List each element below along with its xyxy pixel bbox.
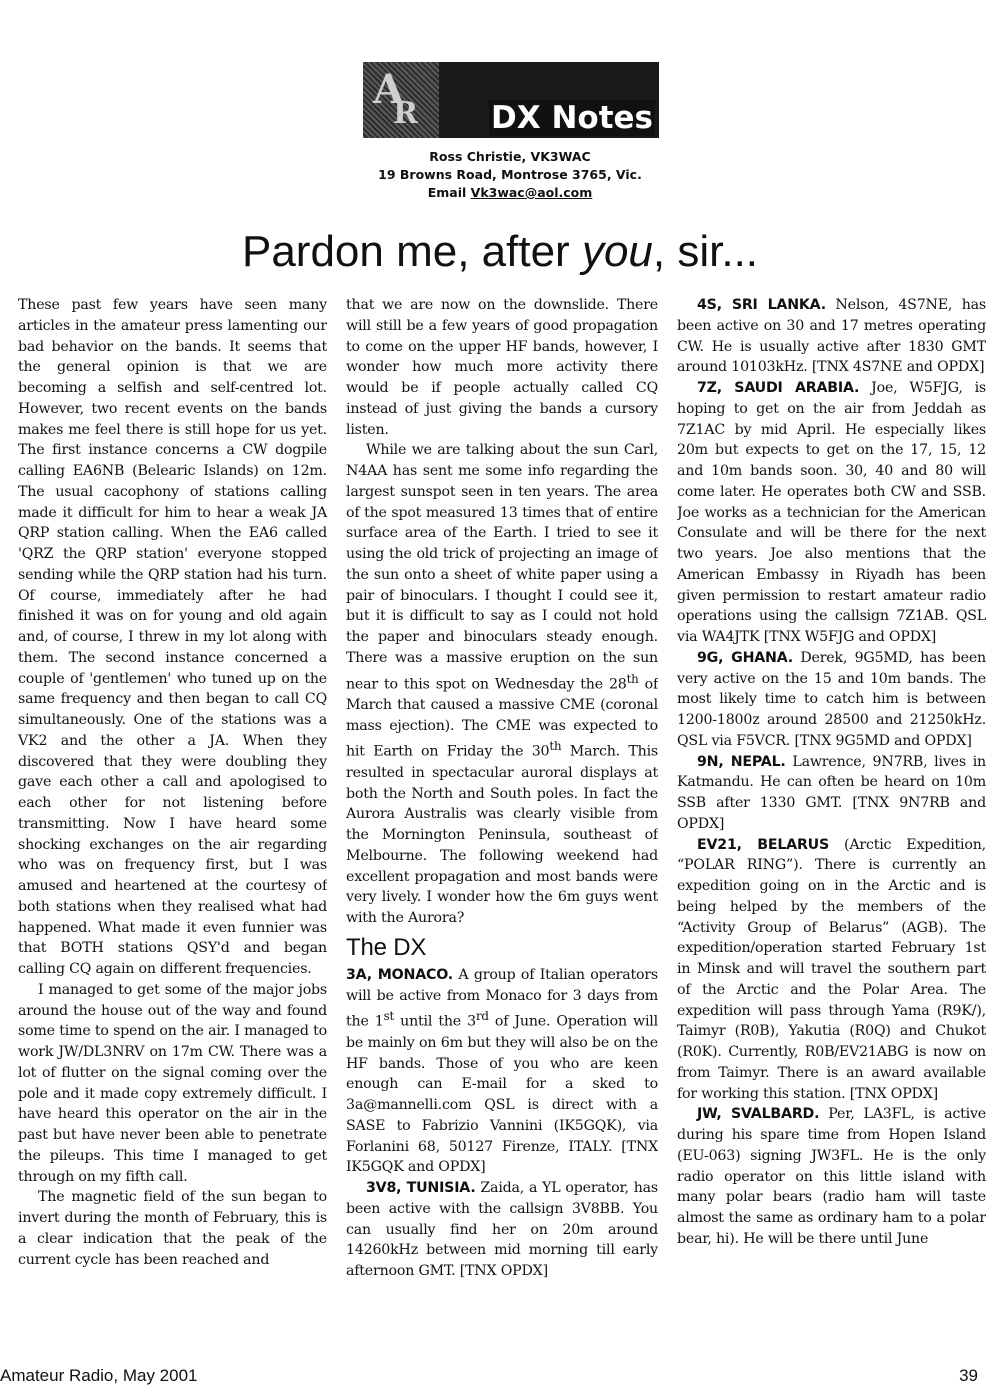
headline-pre: Pardon me, after	[241, 227, 582, 276]
paragraph	[346, 440, 658, 929]
paragraph: I managed to get some of the major jobs around the house out of the way and found some time to spend on the air. I managed to work JW/DL3NRV on 17m CW. There was a lot of flutter on the signal coming over the pole and it made copy extremely difficult. I have heard this operator on the air in the past but have never been able to penetrate the pileups. This time I managed to get through on my fifth call.	[18, 981, 327, 1185]
headline-emphasis: you	[581, 227, 653, 276]
entry-text: until the 3	[394, 1014, 476, 1031]
dx-entry-nepal	[677, 752, 986, 835]
entry-text: Derek, 9G5MD, has been very active on the 15 and 10m bands. The most likely time to catch him is between 1200-1800z around 28500 and 21250kHz. QSL via F5VCR. [TNX 9G5MD and OPDX]	[677, 649, 986, 749]
dx-entry-belarus	[677, 835, 986, 1105]
column-3	[677, 295, 986, 1345]
headline-post: , sir...	[652, 227, 759, 276]
entry-heading: 7Z, SAUDI ARABIA.	[697, 380, 860, 396]
entry-heading: JW, SVALBARD.	[697, 1106, 820, 1123]
dx-entry-ghana	[677, 648, 986, 752]
page-footer	[0, 1366, 1000, 1392]
entry-text: (Arctic Expedition, “POLAR RING”). There is currently an expedition going on in the Arctic and is being helped by the members of the “Activity Group of Belarus” (AGB). The expedition/operation started February 1st in Minsk and will travel the southern part of the Arctic and the Polar Area. The expedition will pass through Yama (R9K/), Taimyr (R0B), Yakutia (R0Q) and Chukot (R0K). Currently, R0B/EV21ABG is now on from Taimyr. There is an award available for working this station. [TNX OPDX]	[677, 836, 986, 1102]
entry-heading: 3A, MONACO.	[346, 966, 453, 983]
dx-entry-tunisia	[346, 1178, 658, 1282]
dx-entry-sri-lanka	[677, 295, 986, 378]
page-number: 39	[959, 1366, 978, 1385]
entry-text: Lawrence, 9N7RB, lives in Katmandu. He can often be heard on 10m SSB after 1330 GMT. [TNX 9N7RB and OPDX]	[677, 753, 986, 832]
ordinal-suffix: rd	[475, 1009, 489, 1024]
author-contact	[300, 148, 720, 202]
entry-text: of June. Operation will be mainly on 6m but they will also be on the HF bands. Those of you who are keen enough can E-mail for a sked to 3a@mannelli.com QSL is direct with a SASE to Fabrizio Vannini (IK5GQK), via Forlanini 68, 50127 Firenze, ITALY. [TNX IK5GQK and OPDX]	[346, 1014, 658, 1176]
entry-text: Joe, W5FJG, is hoping to get on the air from Jeddah as 7Z1AC by mid April. He especially likes 20m but expects to get on the 17, 15, 12 and 10m bands soon. 30, 40 and 80 will come later. He operates both CW and SSB. Joe works as a technician for the American Consulate and will be there for the next two years. Joe also mentions that the American Embassy in Riyadh has been given permission to restart amateur radio operations using the callsign 7Z1AB. QSL via WA4JTK [TNX W5FJG and OPDX]	[677, 380, 986, 645]
section-header	[363, 62, 659, 138]
dx-entry-monaco	[346, 965, 658, 1178]
dx-entry-svalbard	[677, 1104, 986, 1249]
paragraph: The magnetic field of the sun began to invert during the month of February, this is a clear indication that the peak of the current cycle has been reached and	[18, 1189, 327, 1268]
entry-heading: EV21, BELARUS	[697, 836, 830, 853]
column-2	[346, 295, 658, 1345]
email-label: Email	[427, 185, 467, 200]
article-headline	[0, 225, 1000, 279]
dx-entry-saudi-arabia	[677, 378, 986, 648]
paragraph: These past few years have seen many articles in the amateur press lamenting our bad behavior on the bands. It seems that the general opinion is that we are becoming a selfish and self-centred lot. However, two recent events on the bands makes me feel there is still hope for us yet. The first instance concerns a CW dogpile calling EA6NB (Belearic Islands) on 12m. The usual cacophony of stations calling made it difficult for him to hear a weak JA QRP station calling. When the EA6 called 'QRZ the QRP station' everyone stopped sending while the QRP station had his turn. Of course, immediately after he had finished it was on for young and old again and, of course, I threw in my lot along with them. The second instance concerned a couple of 'gentlemen' who tuned up on the same frequency and then began to call CQ simultaneously. One of the stations was a VK2 and the other a JA. When they discovered that they were doubling they gave each other a call and apologised to each other for not listening before transmitting. Now I have heard some shocking exchanges on the air regarding who was on frequency first, but I was amused and heartened at the courtesy of both stations when they realised what had happened. What made it even funnier was that BOTH stations QSY'd and began calling CQ again on different frequencies.	[18, 297, 327, 977]
author-address: 19 Browns Road, Montrose 3765, Vic.	[378, 167, 642, 182]
ordinal-suffix: st	[383, 1009, 395, 1024]
paragraph-text: March. This resulted in spectacular auroral displays at both the North and South poles. In fact the Aurora Australis was clearly visible from the Mornington Peninsula, southeast of Melbourne. The following weekend had excellent propagation and most bands were very lively. I wonder how the 6m guys went with the Aurora?	[346, 744, 658, 927]
logo-letter-r: R	[393, 96, 418, 131]
ordinal-suffix: th	[626, 671, 639, 686]
subheading-the-dx: The DX	[346, 933, 427, 961]
entry-text: Zaida, a YL operator, has been active with the callsign 3V8BB. You can usually find her on 20m around 14260kHz between mid morning till early afternoon GMT. [TNX OPDX]	[346, 1180, 658, 1280]
entry-text: Nelson, 4S7NE, has been active on 30 and 17 metres operating CW. He is usually active after 1830 GMT around 10103kHz. [TNX 4S7NE and OPDX]	[677, 297, 986, 376]
entry-heading: 3V8, TUNISIA.	[366, 1180, 476, 1197]
section-title: DX Notes	[491, 100, 653, 136]
author-email-line	[300, 184, 720, 202]
entry-text: A group of Italian operators will be active from Monaco for 3 days from the 1	[346, 966, 658, 1031]
column-1	[18, 295, 327, 1345]
author-name: Ross Christie, VK3WAC	[429, 149, 591, 164]
ar-logo	[363, 62, 439, 138]
publication-name: Amateur Radio, May 2001	[0, 1366, 198, 1385]
entry-text: Per, LA3FL, is active during his spare time from Hopen Island (EU-063) signing JW3FL. He is the only radio operator on this little island with many polar bears (radio ham will taste almost the same as ordinary ham to a polar bear, hi). He will be there until June	[677, 1106, 986, 1247]
paragraph: that we are now on the downslide. There will still be a few years of good propagation to come on the upper HF bands, however, I wonder how much more activity there would be if people actually called CQ instead of just giving the bands a cursory listen.	[346, 297, 658, 438]
entry-heading: 4S, SRI LANKA.	[697, 297, 826, 313]
logo-letter-a: A	[373, 66, 405, 113]
paragraph-text: While we are talking about the sun Carl, N4AA has sent me some info regarding the largest sunspot seen in ten years. The area of the spot measured 13 times that of entire surface area of the Earth. I tried to see it using the old trick of projecting an image of the sun onto a sheet of white paper using a pair of binoculars. I thought I could see it, but it is difficult to say as I could not hold the paper and binoculars steady enough. There was a massive eruption on the sun near to this spot on Wednesday the 28	[346, 442, 658, 693]
ordinal-suffix: th	[549, 739, 562, 754]
entry-heading: 9N, NEPAL.	[697, 753, 786, 770]
author-email-link[interactable]: Vk3wac@aol.com	[470, 185, 593, 200]
entry-heading: 9G, GHANA.	[697, 649, 793, 666]
paragraph-text: of March that caused a massive CME (coronal mass ejection). The CME was expected to hit Earth on Friday the 30	[346, 676, 658, 761]
